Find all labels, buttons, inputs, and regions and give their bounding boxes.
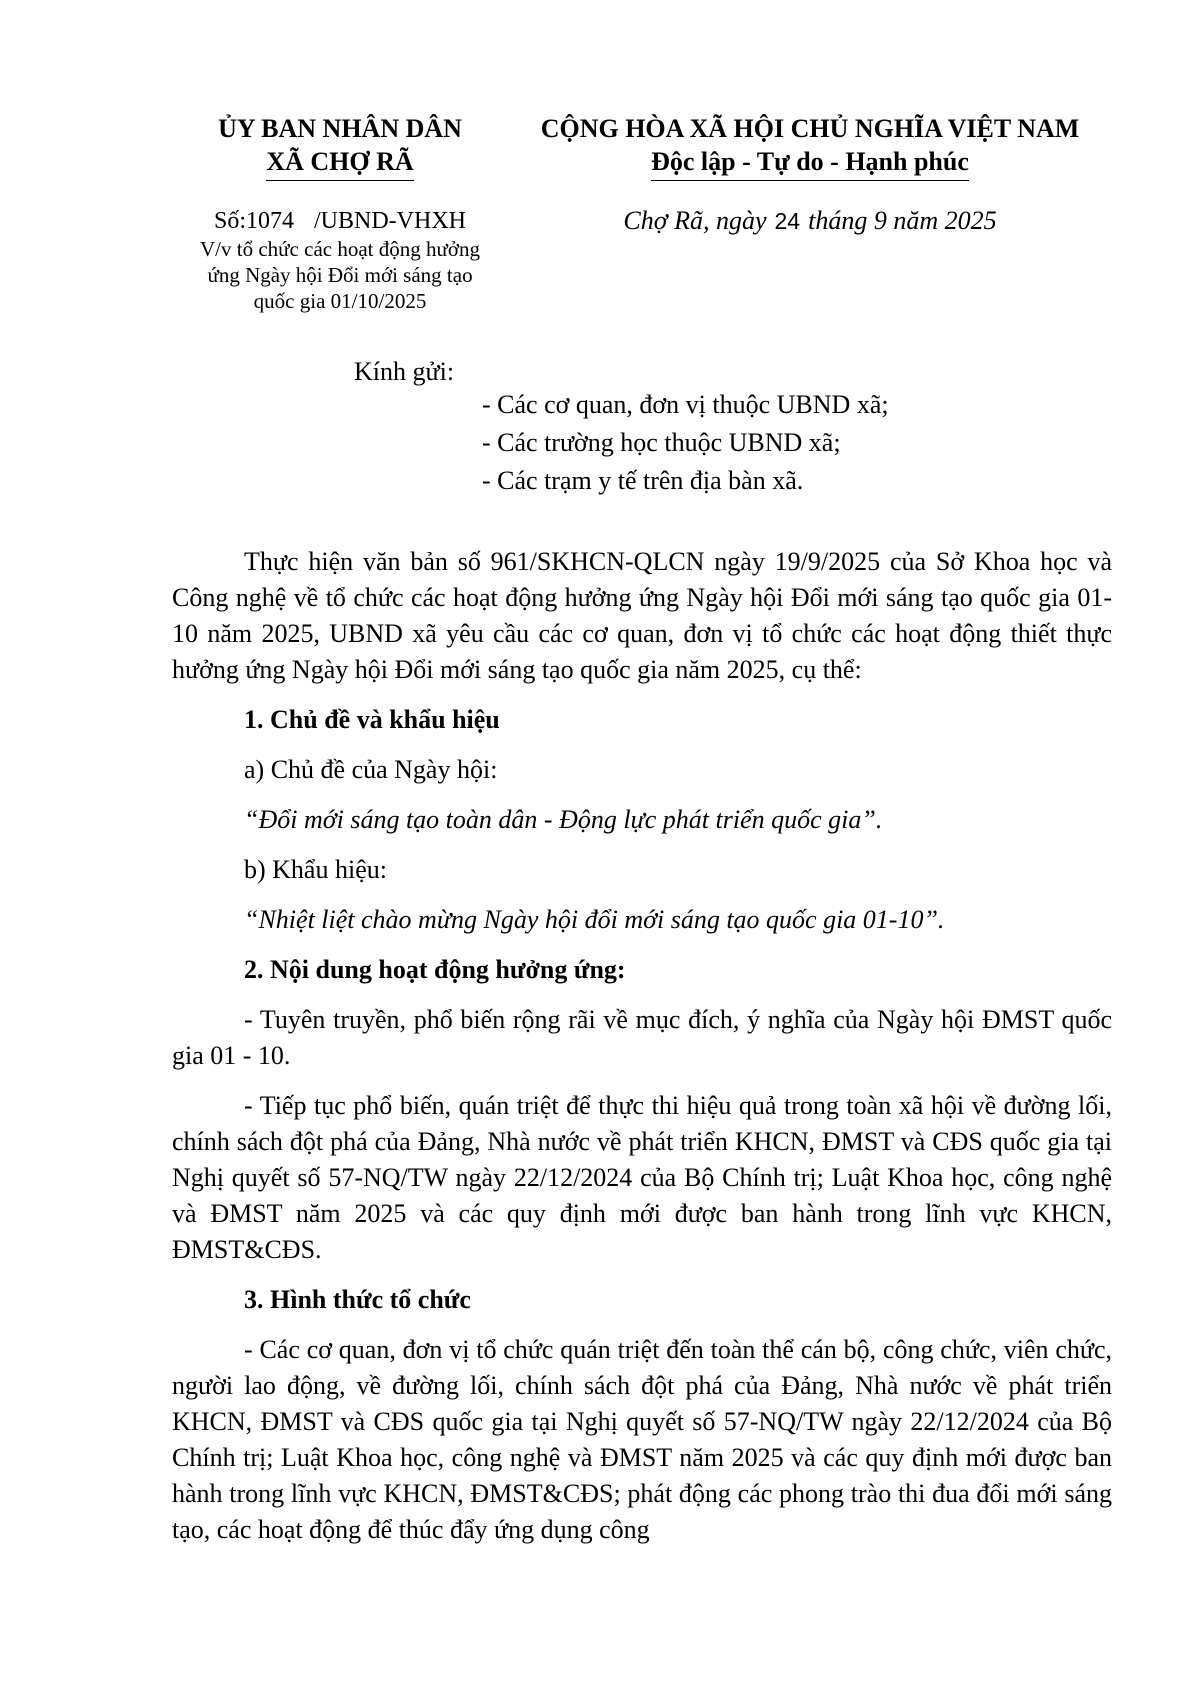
- document-number: [170, 206, 510, 236]
- recipient-item: - Các cơ quan, đơn vị thuộc UBND xã;: [482, 390, 889, 419]
- document-number-prefix: Số:1074: [213, 208, 294, 234]
- recipient-item: - Các trạm y tế trên địa bàn xã.: [482, 466, 804, 495]
- section-3-paragraph-1: - Các cơ quan, đơn vị tổ chức quán triệt đến toàn thể cán bộ, công chức, viên chức, người lao động, về đường lối, chính sách đột phá của Đảng, Nhà nước về phát triển KHCN, ĐMST và CĐS quốc gia tại Nghị quyết số 57-NQ/TW ngày 22/12/2024 của Bộ Chính trị; Luật Khoa học, công nghệ và ĐMST năm 2025 và các quy định mới được ban hành trong lĩnh vực KHCN, ĐMST&CĐS; phát động các phong trào thi đua đổi mới sáng tạo, các hoạt động để thúc đẩy ứng dụng công: [172, 1335, 1112, 1544]
- agency-commune: XÃ CHỢ RÃ: [266, 145, 413, 181]
- section-2-title: 2. Nội dung hoạt động hưởng ứng:: [244, 955, 626, 984]
- recipients-list: [482, 386, 889, 500]
- recipients-label: Kính gửi:: [354, 357, 455, 386]
- slogan-text: “Nhiệt liệt chào mừng Ngày hội đổi mới sáng tạo quốc gia 01-10”.: [244, 905, 945, 934]
- country-name: CỘNG HÒA XÃ HỘI CHỦ NGHĨA VIỆT NAM: [540, 114, 1080, 143]
- theme-label: a) Chủ đề của Ngày hội:: [244, 755, 498, 784]
- date-place: Chợ Rã, ngày: [623, 206, 767, 235]
- recipient-item: - Các trường học thuộc UBND xã;: [482, 428, 841, 457]
- intro-paragraph: Thực hiện văn bản số 961/SKHCN-QLCN ngày 19/9/2025 của Sở Khoa học và Công nghệ về tổ chức các hoạt động hưởng ứng Ngày hội Đổi mới sáng tạo quốc gia 01-10 năm 2025, UBND xã yêu cầu các cơ quan, đơn vị tổ chức các hoạt động thiết thực hưởng ứng Ngày hội Đổi mới sáng tạo quốc gia năm 2025, cụ thể:: [172, 547, 1112, 684]
- section-2-paragraph-1: - Tuyên truyền, phổ biến rộng rãi về mục đích, ý nghĩa của Ngày hội ĐMST quốc gia 01 - 10.: [172, 1005, 1112, 1070]
- subject-line-3: quốc gia 01/10/2025: [253, 289, 427, 313]
- national-motto: Độc lập - Tự do - Hạnh phúc: [651, 145, 969, 181]
- section-1-title: 1. Chủ đề và khẩu hiệu: [244, 705, 500, 734]
- national-header: [520, 112, 1100, 181]
- theme-text: “Đổi mới sáng tạo toàn dân - Động lực phát triển quốc gia”.: [244, 805, 883, 834]
- agency-name: ỦY BAN NHÂN DÂN: [218, 114, 462, 143]
- document-body: [172, 544, 1112, 1562]
- section-3-title: 3. Hình thức tổ chức: [244, 1285, 471, 1314]
- issue-date: [520, 206, 1100, 236]
- document-number-block: [170, 206, 510, 314]
- date-month-year: tháng 9 năm 2025: [808, 206, 997, 235]
- slogan-label: b) Khẩu hiệu:: [244, 855, 387, 884]
- subject-line-1: V/v tổ chức các hoạt động hưởng: [200, 237, 480, 261]
- subject-line-2: ứng Ngày hội Đổi mới sáng tạo: [207, 263, 473, 287]
- date-day: 24: [774, 208, 801, 234]
- agency-header: [180, 112, 500, 181]
- section-2-paragraph-2: - Tiếp tục phổ biến, quán triệt để thực thi hiệu quả trong toàn xã hội về đường lối, chính sách đột phá của Đảng, Nhà nước về phát triển KHCN, ĐMST và CĐS quốc gia tại Nghị quyết số 57-NQ/TW ngày 22/12/2024 của Bộ Chính trị; Luật Khoa học, công nghệ và ĐMST năm 2025 và các quy định mới được ban hành trong lĩnh vực KHCN, ĐMST&CĐS.: [172, 1091, 1112, 1264]
- document-number-suffix: /UBND-VHXH: [314, 208, 466, 234]
